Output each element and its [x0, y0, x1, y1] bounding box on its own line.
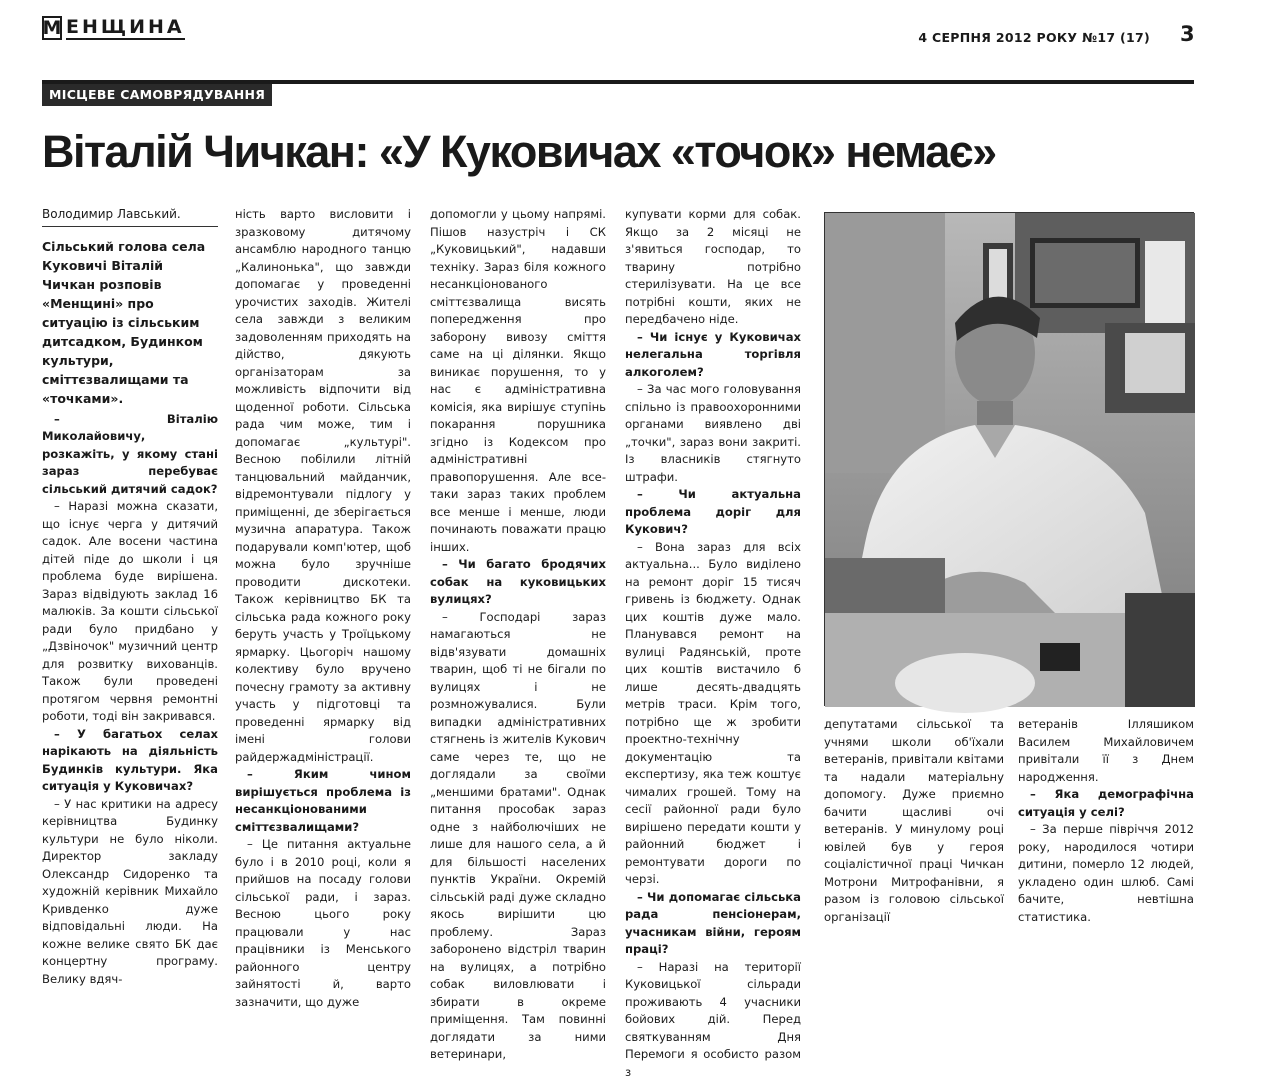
- question: – Чи допомагає сільська рада пенсіонерам, учасникам війни, героям праці?: [625, 889, 801, 959]
- answer: – За час мого головування спільно із правоохоронними органами виявлено дві „точки", зараз вони закриті. Із власників стягнуто штрафи.: [625, 381, 801, 486]
- answer: – Наразі можна сказати, що існує черга у дитячий садок. Але восени частина дітей піде до школи і ця проблема буде вирішена. Зараз відвідують заклад 16 малюків. За кошти сільської ради було придбано у „Дзвіночок" музичний центр для розвитку вихованців. Також були проведені протягом червня ремонтні роботи, тоді він закривався.: [42, 498, 218, 726]
- issue-date: 4 СЕРПНЯ 2012 РОКУ №17 (17): [918, 30, 1150, 45]
- question: – Віталію Миколайовичу, розкажіть, у якому стані зараз перебуває сільський дитячий садок?: [42, 411, 218, 499]
- answer: – За перше півріччя 2012 року, народилося чотири дитини, померло 12 людей, укладено один шлюб. Самі бачите, невтішна статистика.: [1018, 821, 1194, 926]
- article-headline: Віталій Чичкан: «У Куковичах «точок» немає»: [42, 126, 996, 178]
- answer: – Господарі зараз намагаються не відв'язувати домашніх тварин, щоб ті не бігали по вулицях і не розмножувалися. Були випадки адміністративних стягнень із жителів Кукович саме через те, що не доглядали за своїми „меншими братами". Однак питання прособак зараз одне з найболючіших не лише для нашого села, а й для більшості населених пунктів України. Окремій сільській раді дуже складно якось вирішити цю проблему. Зараз заборонено відстріл тварин на вулицях, а потрібно собак виловлювати і збирати в окреме приміщення. Там повинні доглядати за ними ветеринари,: [430, 609, 606, 1064]
- article-column-5: [824, 716, 1004, 896]
- answer: – Це питання актуальне було і в 2010 році, коли я прийшов на посаду голови сільської ради, і зараз. Весною цього року працювали у нас працівники із Менського районного центру зайнятості й, варто зазначити, що дуже: [235, 836, 411, 1011]
- logo-text: ЕНЩИНА: [66, 16, 185, 40]
- answer: – Вона зараз для всіх актуальна... Було виділено на ремонт доріг 15 тисяч гривень із бюджету. Однак цих коштів дуже мало. Планувався ремонт на вулиці Радянській, проте цих коштів вистачило б лише десять-двадцять метрів траси. Крім того, потрібно ще ж зробити проектно-технічну документацію та експертизу, яка теж коштує чималих грошей. Тому на сесії районної ради було вирішено передати кошти у районний бюджет і ремонтувати дороги по черзі.: [625, 539, 801, 889]
- page-number: 3: [1180, 22, 1195, 46]
- portrait-photo-icon: [825, 213, 1195, 707]
- article-column-2: [235, 206, 411, 896]
- logo-first-letter: М: [42, 16, 62, 40]
- answer-continued: ність варто висловити і зразковому дитячому ансамблю народного танцю „Калинонька", що завжди допомагає у проведенні урочистих заходів. Жителі села завжди з великим задоволенням приходять на дійство, дякують організаторам за можливість відпочити від щоденної роботи. Сільська рада чим може, тим і допомагає „культурі". Весною побілили літній танцювальний майданчик, відремонтували підлогу у приміщенні, де зберігається музична апаратура. Також подарували комп'ютер, щоб можна було зручніше проводити дискотеки. Також керівництво БК та сільська рада кожного року беруть участь у Троїцькому ярмарку. Цьогоріч нашому колективу було вручено почесну грамоту за активну участь у підготовці та проведенні ярмарку від імені голови райдержадміністрації.: [235, 206, 411, 766]
- answer: – У нас критики на адресу керівництва Будинку культури не було ніколи. Директор закладу Олександр Сидоренко та художній керівник Михайло Кривденко дуже відповідальні люди. На кожне велике свято БК дає концертну програму. Велику вдяч-: [42, 796, 218, 989]
- section-rubric: МІСЦЕВЕ САМОВРЯДУВАННЯ: [42, 84, 272, 106]
- answer-continued: допомогли у цьому напрямі. Пішов назустріч і СК „Куковицький", надавши техніку. Зараз біля кожного несанкціонованого сміттєзвалища висять попередження про заборону вивозу сміття саме на ці ділянки. Якщо виникає порушення, то у нас є адміністративна комісія, яка вирішує ступінь покарання порушника згідно із Кодексом про адміністративні правопорушення. Але все-таки зараз таких проблем все менше і менше, люди починають поважати працю інших.: [430, 206, 606, 556]
- portrait-photo: [824, 212, 1194, 706]
- question: – Яким чином вирішується проблема із несанкціонованими сміттєзвалищами?: [235, 766, 411, 836]
- article-column-6: [1018, 716, 1194, 896]
- question: – Чи актуальна проблема доріг для Кукович?: [625, 486, 801, 539]
- question: – Чи багато бродячих собак на куковицьких вулицях?: [430, 556, 606, 609]
- question: – Чи існує у Куковичах нелегальна торгівля алкоголем?: [625, 329, 801, 382]
- answer-continued: купувати корми для собак. Якщо за 2 місяці не з'явиться господар, то тварину потрібно стерилізувати. На це все потрібні кошти, яких не передбачено ніде.: [625, 206, 801, 329]
- question: – Яка демографічна ситуація у селі?: [1018, 786, 1194, 821]
- article-column-3: [430, 206, 606, 896]
- byline: Володимир Лавський.: [42, 206, 218, 227]
- answer-continued: депутатами сільської та учнями школи об'їхали ветеранів, привітали квітами та надали матеріальну допомогу. Дуже приємно бачити щасливі очі ветеранів. У минулому році ювілей був у героя соціалістичної праці Чичкан Мотрони Митрофанівни, я разом із головою сільської організації: [824, 716, 1004, 926]
- lead-paragraph: Сільський голова села Куковичі Віталій Чичкан розповів «Менщині» про ситуацію із сільським дитсадком, Будинком культури, сміттєзвалищами та «точками».: [42, 237, 218, 408]
- article-column-1: [42, 206, 218, 896]
- masthead-logo: [42, 16, 185, 40]
- answer: – Наразі на території Куковицької сільради проживають 4 учасники бойових дій. Перед святкуванням Дня Перемоги я особисто разом з: [625, 959, 801, 1081]
- answer-continued: ветеранів Ілляшиком Василем Михайловичем привітали її з Днем народження.: [1018, 716, 1194, 786]
- article-column-4: [625, 206, 801, 896]
- question: – У багатьох селах нарікають на діяльність Будинків культури. Яка ситуація у Куковичах?: [42, 726, 218, 796]
